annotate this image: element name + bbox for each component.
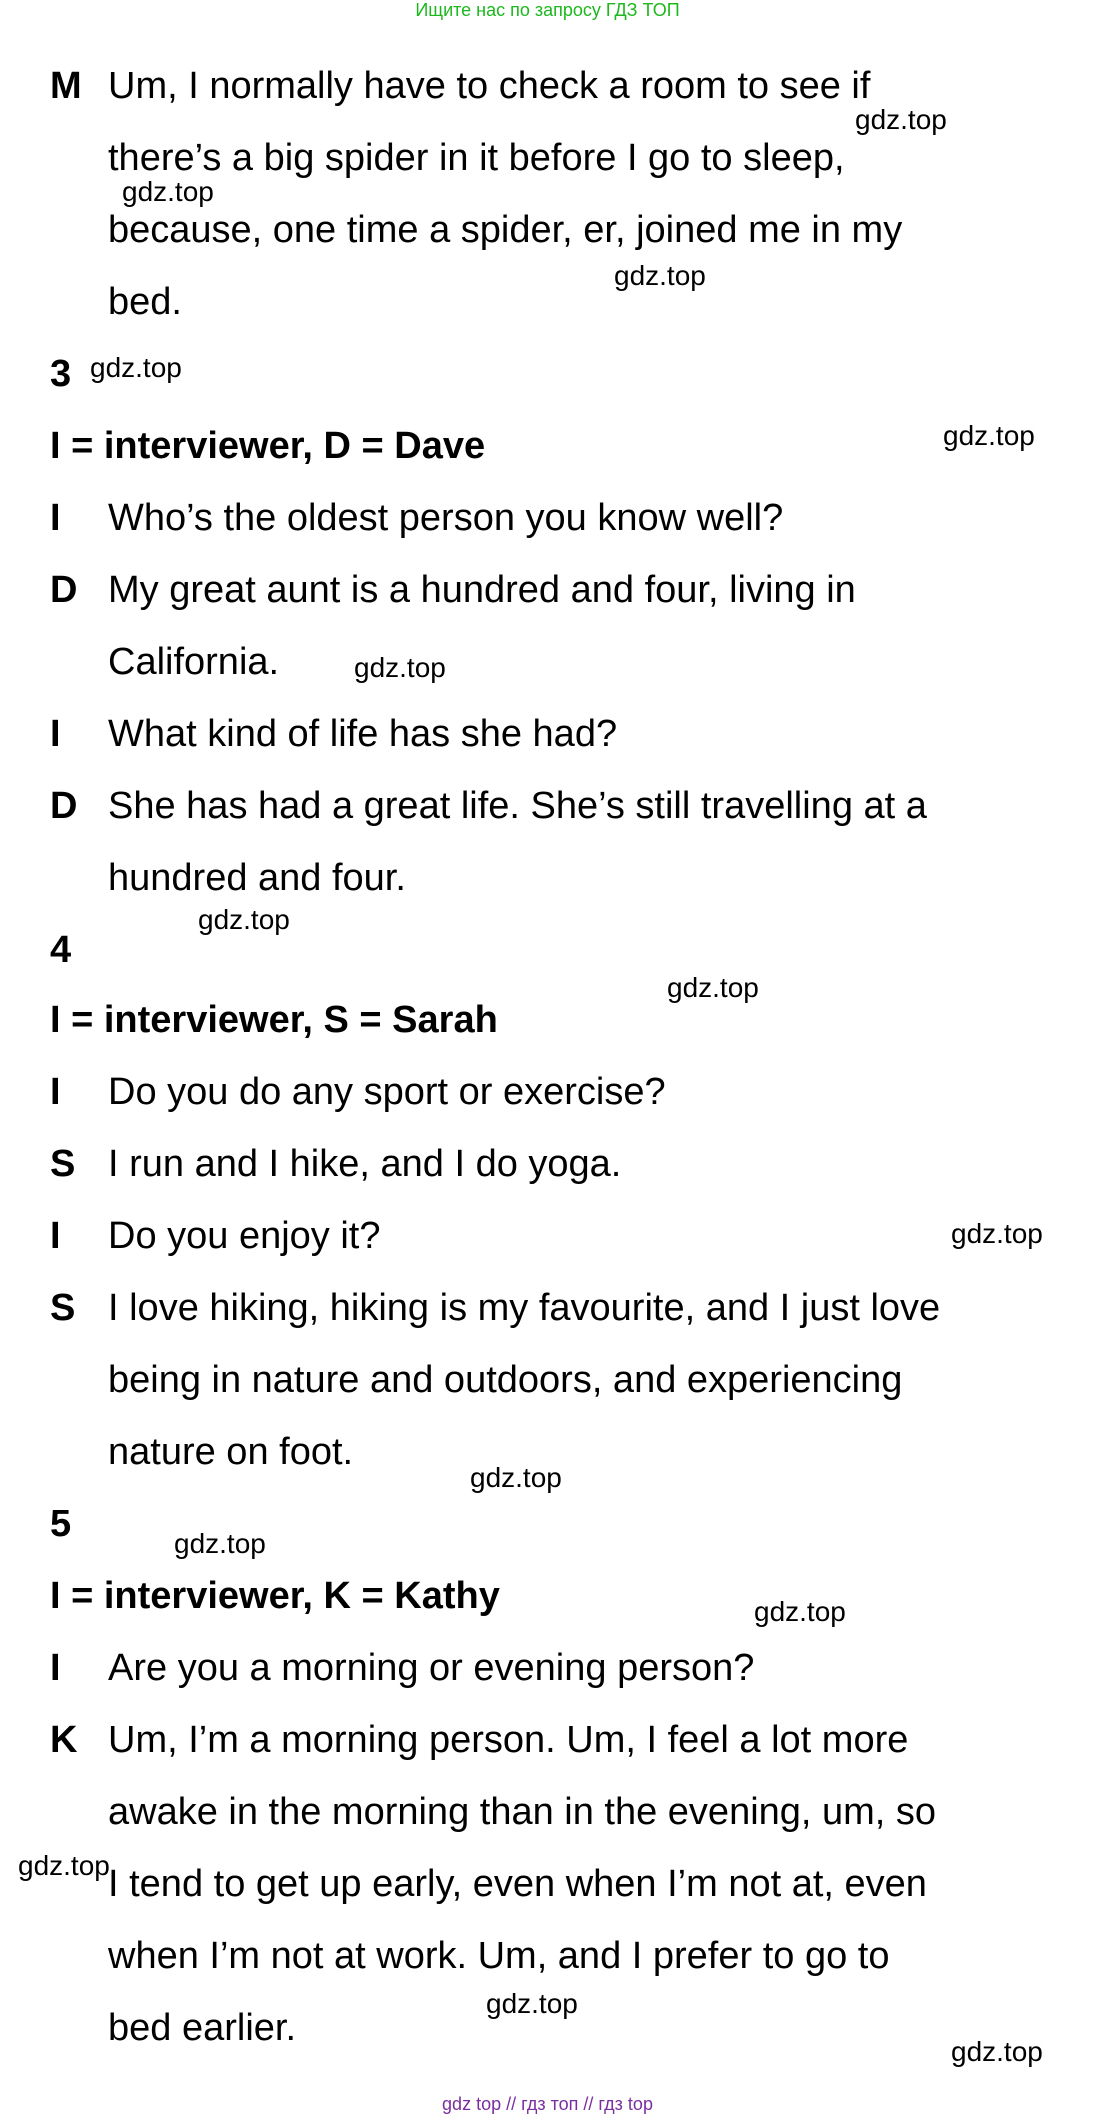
watermark: gdz.top [951, 2036, 1043, 2067]
s3-turn2-line2: California. [108, 641, 280, 683]
section-4-heading: I = interviewer, S = Sarah [50, 999, 498, 1041]
m-line-1: Um, I normally have to check a room to see if [108, 65, 871, 107]
watermark: gdz.top [614, 260, 706, 291]
s3-turn4-line2: hundred and four. [108, 857, 406, 899]
speaker-s: S [50, 1287, 76, 1329]
watermark: gdz.top [90, 352, 182, 383]
m-line-2: there’s a big spider in it before I go to sleep, [108, 137, 845, 179]
speaker-i: I [50, 1071, 61, 1113]
m-line-3: because, one time a spider, er, joined me in my [108, 209, 903, 251]
top-banner: Ищите нас по запросу ГДЗ ТОП [415, 0, 680, 20]
speaker-d: D [50, 785, 78, 827]
watermark: gdz.top [667, 972, 759, 1003]
s3-turn2-line1: My great aunt is a hundred and four, living in [108, 569, 856, 611]
watermark: gdz.top [855, 104, 947, 135]
watermark: gdz.top [122, 176, 214, 207]
watermark: gdz.top [951, 1218, 1043, 1249]
section-3-heading: I = interviewer, D = Dave [50, 425, 486, 467]
m-line-4: bed. [108, 281, 182, 323]
s5-turn2-line3: I tend to get up early, even when I’m not at, even [108, 1863, 927, 1905]
watermark: gdz.top [754, 1596, 846, 1627]
watermark: gdz.top [354, 652, 446, 683]
watermark: gdz.top [198, 904, 290, 935]
speaker-m: M [50, 65, 82, 107]
s4-turn3-line1: Do you enjoy it? [108, 1215, 381, 1257]
s5-turn2-line5: bed earlier. [108, 2007, 297, 2049]
s4-turn1-line1: Do you do any sport or exercise? [108, 1071, 666, 1113]
speaker-i: I [50, 497, 61, 539]
s4-turn4-line1: I love hiking, hiking is my favourite, and I just love [108, 1287, 941, 1329]
s4-turn4-line2: being in nature and outdoors, and experiencing [108, 1359, 903, 1401]
section-3-number: 3 [50, 353, 72, 395]
speaker-i: I [50, 1647, 61, 1689]
speaker-d: D [50, 569, 78, 611]
s5-turn2-line1: Um, I’m a morning person. Um, I feel a lot more [108, 1719, 909, 1761]
section-5-heading: I = interviewer, K = Kathy [50, 1575, 500, 1617]
watermark: gdz.top [486, 1988, 578, 2019]
s3-turn3-line1: What kind of life has she had? [108, 713, 618, 755]
watermark: gdz.top [18, 1850, 110, 1881]
watermark: gdz.top [174, 1528, 266, 1559]
section-5-number: 5 [50, 1503, 72, 1545]
speaker-k: K [50, 1719, 78, 1761]
speaker-i: I [50, 1215, 61, 1257]
section-4-number: 4 [50, 929, 72, 971]
watermark: gdz.top [470, 1462, 562, 1493]
footer-banner: gdz top // гдз топ // гдз top [442, 2094, 653, 2114]
s4-turn4-line3: nature on foot. [108, 1431, 354, 1473]
s5-turn1-line1: Are you a morning or evening person? [108, 1647, 755, 1689]
speaker-s: S [50, 1143, 76, 1185]
watermark: gdz.top [943, 420, 1035, 451]
s4-turn2-line1: I run and I hike, and I do yoga. [108, 1143, 622, 1185]
s3-turn1-line1: Who’s the oldest person you know well? [108, 497, 784, 539]
speaker-i: I [50, 713, 61, 755]
s3-turn4-line1: She has had a great life. She’s still travelling at a [108, 785, 927, 827]
s5-turn2-line4: when I’m not at work. Um, and I prefer to go to [108, 1935, 890, 1977]
s5-turn2-line2: awake in the morning than in the evening, um, so [108, 1791, 937, 1833]
